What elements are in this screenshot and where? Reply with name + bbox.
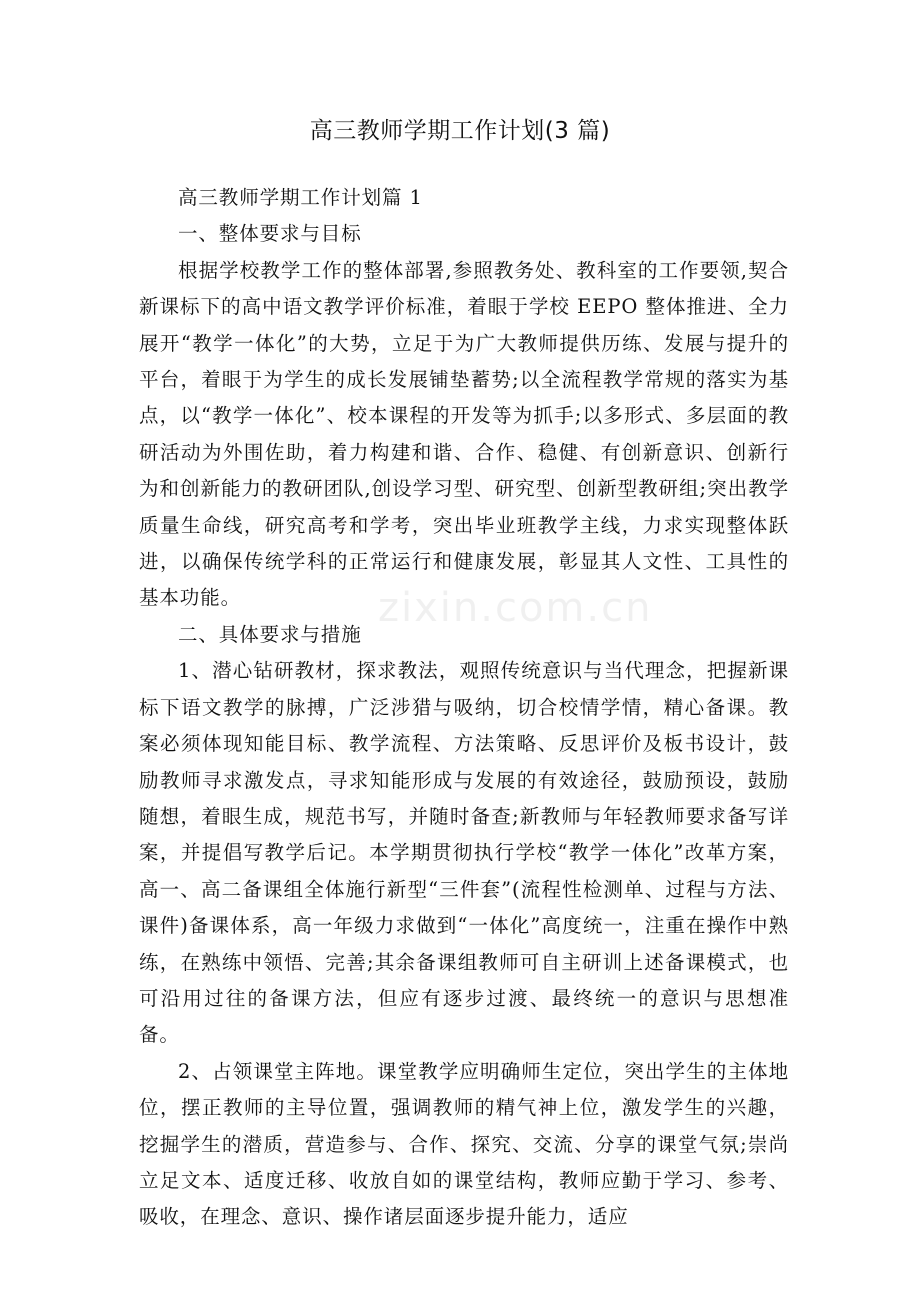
paragraph-goals: 根据学校教学工作的整体部署,参照教务处、教科室的工作要领,契合新课标下的高中语文教学评价标准，着眼于学校 EEPO 整体推进、全力展开“教学一体化”的大势，立足于为广大教师提供历练、发展与提升的平台，着眼于为学生的成长发展铺垫蓄势;以全流程教学常规的落实为基点，以“教学一体化”、校本课程的开发等为抓手;以多形式、多层面的教研活动为外围佐助，着力构建和谐、合作、稳健、有创新意识、创新行为和创新能力的教研团队,创设学习型、研究型、创新型教研组;突出教学质量生命线，研究高考和学考，突出毕业班教学主线，力求实现整体跃进，以确保传统学科的正常运行和健康发展，彰显其人文性、工具性的基本功能。 xyxy=(139,258,789,610)
heading-goals: 一、整体要求与目标 xyxy=(178,222,362,246)
heading-measures: 二、具体要求与措施 xyxy=(178,622,362,646)
document-title: 高三教师学期工作计划(3 篇) xyxy=(309,118,611,144)
paragraph-measure-2: 2、占领课堂主阵地。课堂教学应明确师生定位，突出学生的主体地位，摆正教师的主导位置，强调教师的精气神上位，激发学生的兴趣，挖掘学生的潜质，营造参与、合作、探究、交流、分享的课堂气氛;崇尚立足文本、适度迁移、收放自如的课堂结构，教师应勤于学习、参考、吸收，在理念、意识、操作诸层面逐步提升能力，适应 xyxy=(139,1059,789,1229)
watermark: zixin.com.cn xyxy=(378,585,653,631)
document-body xyxy=(139,180,789,1236)
paragraph-measure-1: 1、潜心钻研教材，探求教法，观照传统意识与当代理念，把握新课标下语文教学的脉搏，广泛涉猎与吸纳，切合校情学情，精心备课。教案必须体现知能目标、教学流程、方法策略、反思评价及板书设计，鼓励教师寻求激发点，寻求知能形成与发展的有效途径，鼓励预设，鼓励随想，着眼生成，规范书写，并随时备查;新教师与年轻教师要求备写详案，并提倡写教学后记。本学期贯彻执行学校“教学一体化”改革方案，高一、高二备课组全体施行新型“三件套”(流程性检测单、过程与方法、课件)备课体系，高一年级力求做到“一体化”高度统一，注重在操作中熟练，在熟练中领悟、完善;其余备课组教师可自主研训上述备课模式，也可沿用过往的备课方法，但应有逐步过渡、最终统一的意识与思想准备。 xyxy=(139,659,789,1047)
section-title: 高三教师学期工作计划篇 1 xyxy=(178,186,423,209)
